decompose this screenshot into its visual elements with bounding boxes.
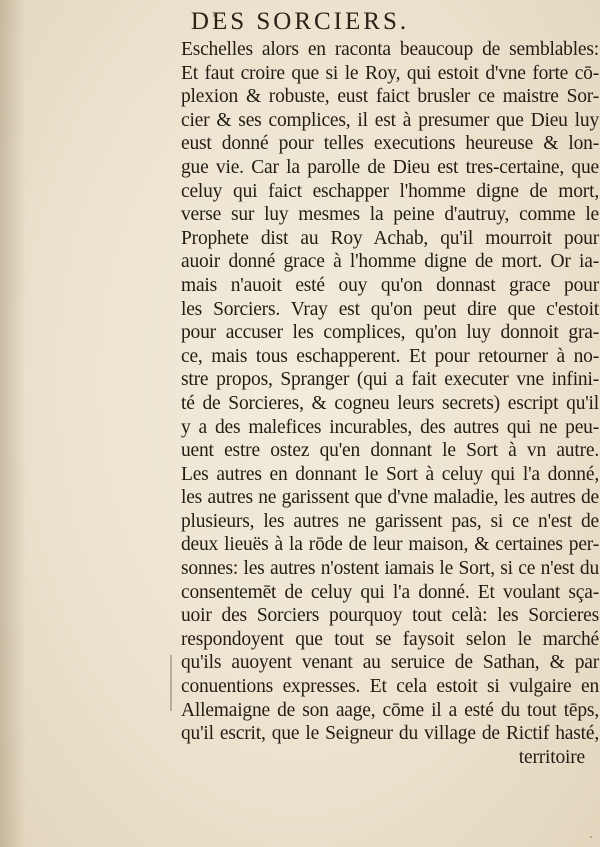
text-line: té de Sorcieres, & cogneu leurs secrets) escript qu'il (181, 392, 599, 414)
ink-speck (590, 836, 592, 838)
text-line: Les autres en donnant le Sort à celuy qui l'a donné, (181, 463, 599, 485)
text-line: uoir des Sorciers pourquoy tout celà: les Sorcieres (181, 605, 599, 627)
text-line: Et faut croire que si le Roy, qui estoit d'vne forte cō- (181, 62, 599, 84)
text-line: Prophete dist au Roy Achab, qu'il mourroit pour (181, 227, 599, 249)
text-line: gue vie. Car la parolle de Dieu est tres-certaine, que (181, 156, 599, 178)
text-line: les Sorciers. Vray est qu'on peut dire que c'estoit (181, 298, 599, 320)
text-line: consentemēt de celuy qui l'a donné. Et voulant sça- (181, 581, 599, 603)
text-line: uent estre ostez qu'en donnant le Sort à vn autre. (181, 440, 599, 462)
text-line: conuentions expresses. Et cela estoit si vulgaire en (181, 676, 599, 698)
text-line: respondoyent que tout se faysoit selon le marché (181, 628, 599, 650)
text-line: auoir donné grace à l'homme digne de mort. Or ia- (181, 251, 599, 273)
text-line: plexion & robuste, eust faict brusler ce maistre Sor- (181, 86, 599, 108)
text-line: cier & ses complices, il est à presumer que Dieu luy (181, 109, 599, 131)
text-line: stre propos, Spranger (qui a fait executer vne infini- (181, 369, 599, 391)
text-line: pour accuser les complices, qu'on luy donnoit gra- (181, 322, 599, 344)
text-line: deux lieuës à la rōde de leur maison, & certaines per- (181, 534, 599, 556)
text-line: y a des malefices incurables, des autres qui ne peu- (181, 416, 599, 438)
text-line: qu'il escrit, que le Seigneur du village de Rictif hasté, (181, 723, 599, 745)
text-line: sonnes: les autres n'ostent iamais le Sort, si ce n'est du (181, 558, 599, 580)
text-line: plusieurs, les autres ne garissent pas, si ce n'est de (181, 510, 599, 532)
text-line: verse sur luy mesmes la peine d'autruy, comme le (181, 204, 599, 226)
text-line: mais n'auoit esté ouy qu'on donnast grace pour (181, 274, 599, 296)
text-line: eust donné pour telles executions heureuse & lon- (181, 133, 599, 155)
text-line: Eschelles alors en raconta beaucoup de semblables: (181, 39, 599, 60)
body-text (181, 38, 599, 769)
text-line: les autres ne garissent que d'vne maladie, les autres de (181, 487, 599, 509)
catchword: territoire (518, 746, 585, 768)
text-line: ce, mais tous eschapperent. Et pour retourner à no- (181, 345, 599, 367)
text-line: Allemaigne de son aage, cōme il a esté du tout tēps, (181, 699, 599, 721)
text-line: celuy qui faict eschapper l'homme digne de mort, (181, 180, 599, 202)
gutter-shadow (0, 0, 26, 847)
text-line: qu'ils auoyent venant au seruice de Sathan, & par (181, 652, 599, 674)
running-head: DES SORCIERS. (190, 8, 410, 35)
